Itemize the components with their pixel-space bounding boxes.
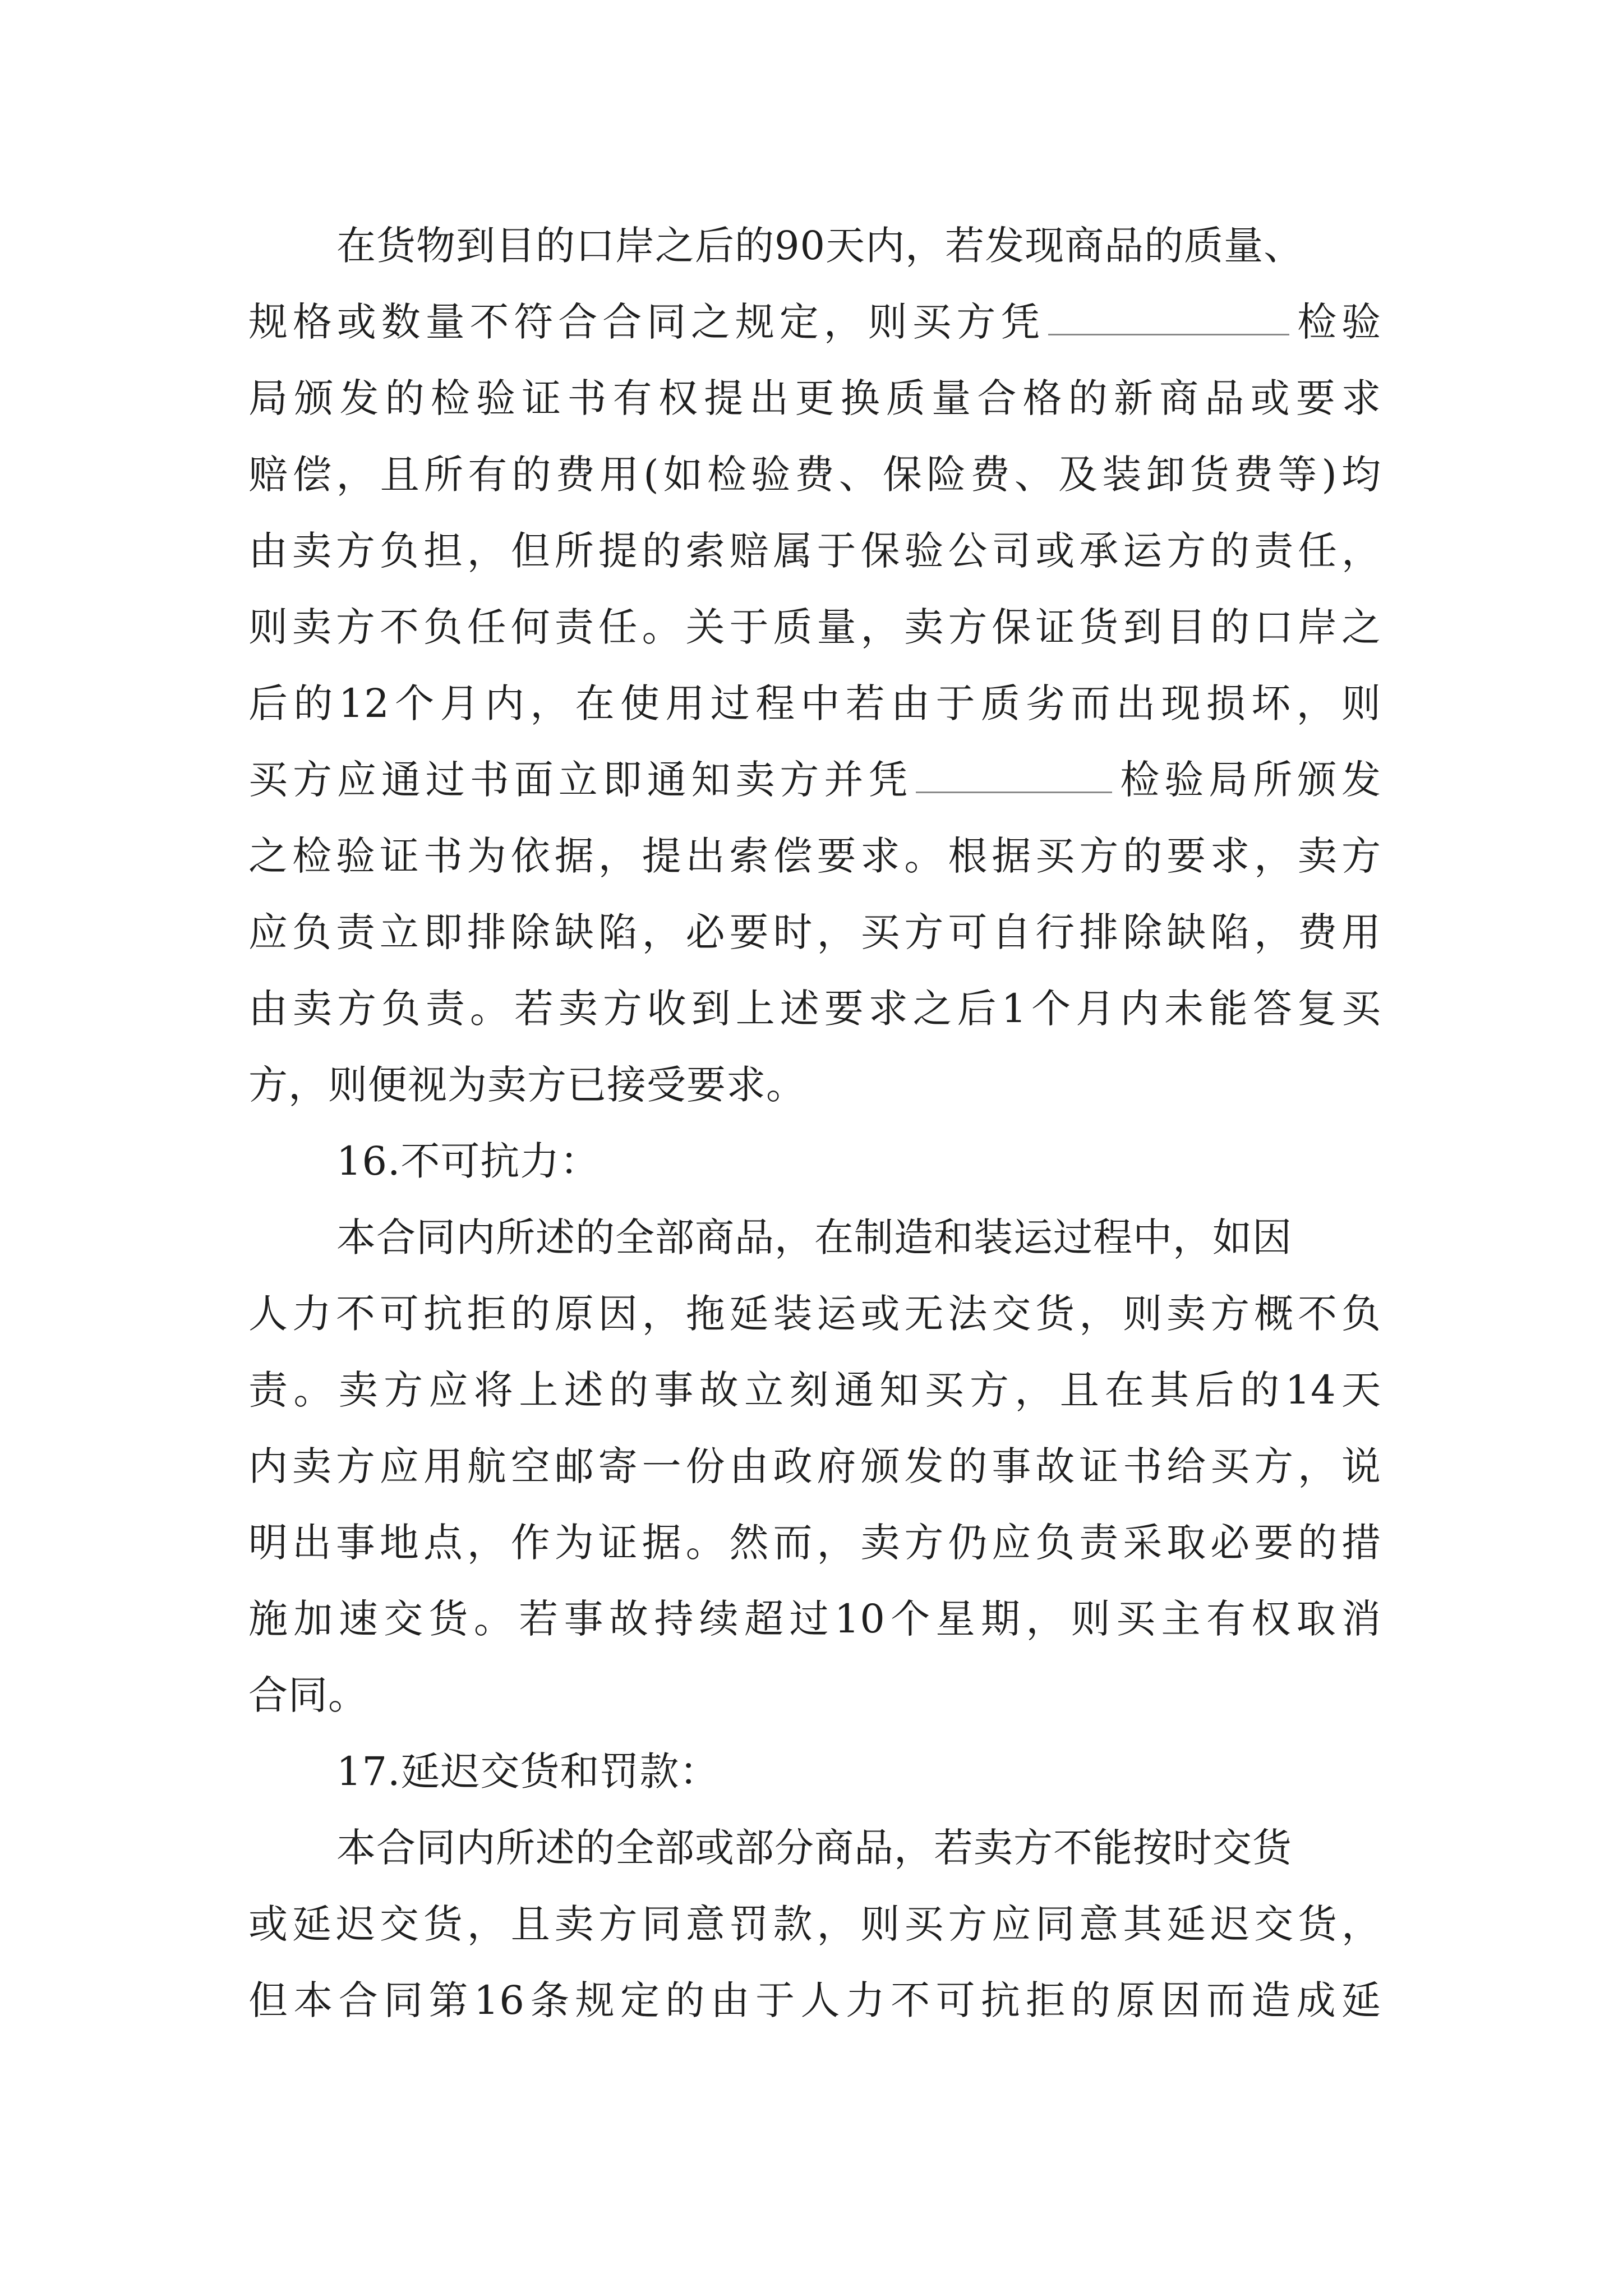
paragraph-line	[248, 1962, 1381, 2039]
line-text: 规格或数量不符合合同之规定，则买方凭	[248, 299, 1045, 345]
line-text: 检验局所颁发	[1115, 757, 1381, 803]
paragraph-line	[248, 665, 1381, 742]
line-text: 买方应通过书面立即通知卖方并凭	[248, 757, 913, 803]
paragraph-line	[248, 1276, 1381, 1352]
paragraph-line	[336, 208, 1381, 284]
paragraph-line	[248, 894, 1381, 970]
paragraph-line	[248, 1428, 1381, 1504]
paragraph-line	[248, 436, 1381, 513]
paragraph-line	[248, 970, 1381, 1047]
line-text: 检验	[1293, 299, 1381, 345]
paragraph-line	[248, 1352, 1381, 1428]
line-text: 人力不可抗拒的原因，拖延装运或无法交货，则卖方概不负	[248, 1291, 1381, 1337]
line-text: 内卖方应用航空邮寄一份由政府颁发的事故证书给买方，说	[248, 1443, 1381, 1489]
line-text: 后的12个月内，在使用过程中若由于质劣而出现损坏，则	[248, 680, 1381, 726]
paragraph-line	[336, 1810, 1381, 1886]
paragraph-line	[248, 284, 1381, 360]
line-text: 责。卖方应将上述的事故立刻通知买方，且在其后的14天	[248, 1367, 1381, 1413]
line-text: 赔偿，且所有的费用(如检验费、保险费、及装卸货费等)均	[248, 452, 1381, 498]
paragraph-line	[248, 1657, 1381, 1733]
paragraph-line	[248, 1504, 1381, 1581]
fill-in-blank	[1048, 334, 1289, 335]
paragraph-line	[248, 360, 1381, 436]
line-text: 应负责立即排除缺陷，必要时，买方可自行排除缺陷，费用	[248, 909, 1381, 955]
paragraph-line	[336, 1199, 1381, 1276]
paragraph-line	[248, 1581, 1381, 1657]
line-text: 本合同内所述的全部商品，在制造和装运过程中，如因	[336, 1214, 1292, 1260]
line-text: 局颁发的检验证书有权提出更换质量合格的新商品或要求	[248, 375, 1381, 421]
line-text: 本合同内所述的全部或部分商品，若卖方不能按时交货	[336, 1825, 1292, 1871]
line-text: 但本合同第16条规定的由于人力不可抗拒的原因而造成延	[248, 1977, 1381, 2023]
paragraph-line	[248, 589, 1381, 665]
line-text: 在货物到目的口岸之后的90天内，若发现商品的质量、	[336, 223, 1304, 269]
paragraph-line	[248, 513, 1381, 589]
line-text: 方，则便视为卖方已接受要求。	[248, 1062, 806, 1108]
section-heading	[336, 1733, 1381, 1810]
line-text: 施加速交货。若事故持续超过10个星期，则买主有权取消	[248, 1596, 1381, 1642]
line-text: 由卖方负责。若卖方收到上述要求之后1个月内未能答复买	[248, 986, 1381, 1032]
line-text: 则卖方不负任何责任。关于质量，卖方保证货到目的口岸之	[248, 604, 1381, 650]
heading-text: 16.不可抗力：	[336, 1138, 600, 1184]
line-text: 合同。	[248, 1672, 368, 1718]
heading-text: 17.延迟交货和罚款：	[336, 1749, 720, 1795]
paragraph-line	[248, 742, 1381, 818]
paragraph-line	[248, 1886, 1381, 1962]
line-text: 之检验证书为依据，提出索偿要求。根据买方的要求，卖方	[248, 833, 1381, 879]
line-text: 由卖方负担，但所提的索赔属于保验公司或承运方的责任，	[248, 528, 1381, 574]
paragraph-line	[248, 818, 1381, 894]
section-heading	[336, 1123, 1381, 1199]
line-text: 或延迟交货，且卖方同意罚款，则买方应同意其延迟交货，	[248, 1901, 1381, 1947]
line-text: 明出事地点，作为证据。然而，卖方仍应负责采取必要的措	[248, 1520, 1381, 1566]
fill-in-blank	[916, 792, 1112, 793]
paragraph-line	[248, 1047, 1381, 1123]
